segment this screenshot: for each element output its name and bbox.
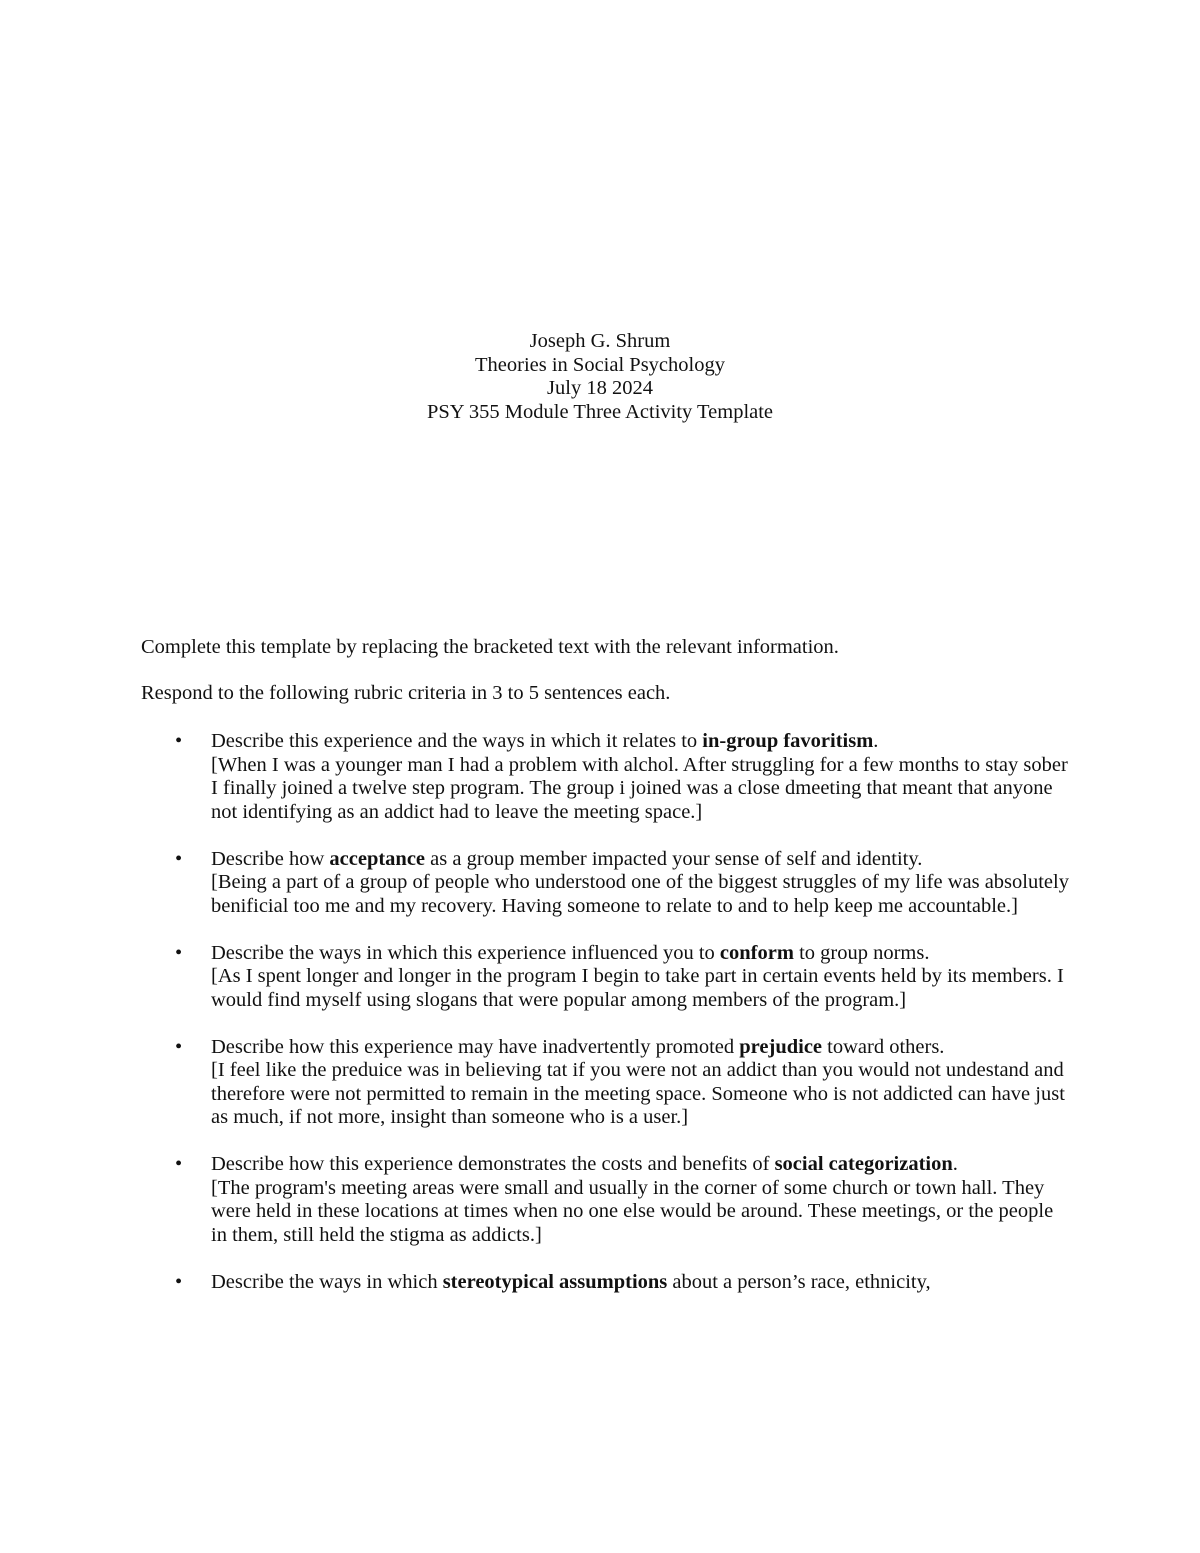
criterion-answer: [As I spent longer and longer in the program I begin to take part in certain events held by its members. I would find myself using slogans that were popular among members of the program.] (211, 965, 1064, 1011)
criterion-prompt: Describe how this experience may have inadvertently promoted prejudice toward others. (211, 1035, 945, 1058)
bullet-icon: • (175, 730, 183, 752)
instructions (141, 636, 1061, 727)
criterion-prompt: Describe the ways in which stereotypical assumptions about a person’s race, ethnicity, (211, 1270, 931, 1293)
criterion-acceptance (141, 848, 1071, 919)
bullet-icon: • (175, 941, 183, 964)
bullet-icon: • (175, 1035, 183, 1058)
criterion-social-categorization (141, 1153, 1071, 1247)
criterion-stereotypical-assumptions (141, 1271, 1071, 1295)
document-date: July 18 2024 (547, 377, 653, 399)
criterion-answer: [The program's meeting areas were small and usually in the corner of some church or town hall. They were held in these locations at times when no one else would be around. These meetings, or the people in them, still held the stigma as addicts.] (211, 1176, 1054, 1246)
rubric-criteria-list (141, 730, 1071, 1318)
criterion-keyword: in-group favoritism (702, 730, 874, 752)
criterion-prompt: Describe how acceptance as a group member impacted your sense of self and identity. (211, 847, 923, 870)
criterion-keyword: stereotypical assumptions (442, 1270, 668, 1293)
criterion-prompt: Describe how this experience demonstrates the costs and benefits of social categorization. (211, 1153, 958, 1175)
bullet-icon: • (175, 1153, 183, 1175)
bullet-icon: • (175, 1270, 183, 1293)
criterion-keyword: prejudice (739, 1035, 823, 1058)
criterion-prompt: Describe the ways in which this experience influenced you to conform to group norms. (211, 941, 930, 964)
criterion-answer: [When I was a younger man I had a problem with alchol. After struggling for a few months to stay sober I finally joined a twelve step program. The group i joined was a close dmeeting that meant that anyone not identifying as an addict had to leave the meeting space.] (211, 753, 1068, 823)
criterion-keyword: social categorization (774, 1153, 953, 1175)
criterion-prompt: Describe this experience and the ways in which it relates to in-group favoritism. (211, 730, 879, 752)
title-block (0, 330, 1200, 424)
criterion-conform (141, 942, 1071, 1013)
instruction-replace-text: Complete this template by replacing the bracketed text with the relevant information. (141, 636, 839, 658)
bullet-icon: • (175, 847, 183, 870)
course-title: Theories in Social Psychology (475, 353, 725, 376)
criterion-answer: [I feel like the preduice was in believing tat if you were not an addict than you would not undestand and therefore were not permitted to remain in the meeting space. Someone who is not addicted can have just as much, if not more, insight than someone who is a user.] (211, 1059, 1065, 1128)
criterion-keyword: acceptance (329, 847, 426, 870)
criterion-answer: [Being a part of a group of people who understood one of the biggest struggles of my life was absolutely benificial too me and my recovery. Having someone to relate to and to help keep me accountable.] (211, 871, 1069, 917)
author-name: Joseph G. Shrum (529, 330, 671, 352)
instruction-respond: Respond to the following rubric criteria in 3 to 5 sentences each. (141, 681, 671, 704)
criterion-prejudice (141, 1036, 1071, 1130)
criterion-keyword: conform (719, 941, 794, 964)
criterion-in-group-favoritism (141, 730, 1071, 824)
assignment-title: PSY 355 Module Three Activity Template (426, 400, 774, 423)
